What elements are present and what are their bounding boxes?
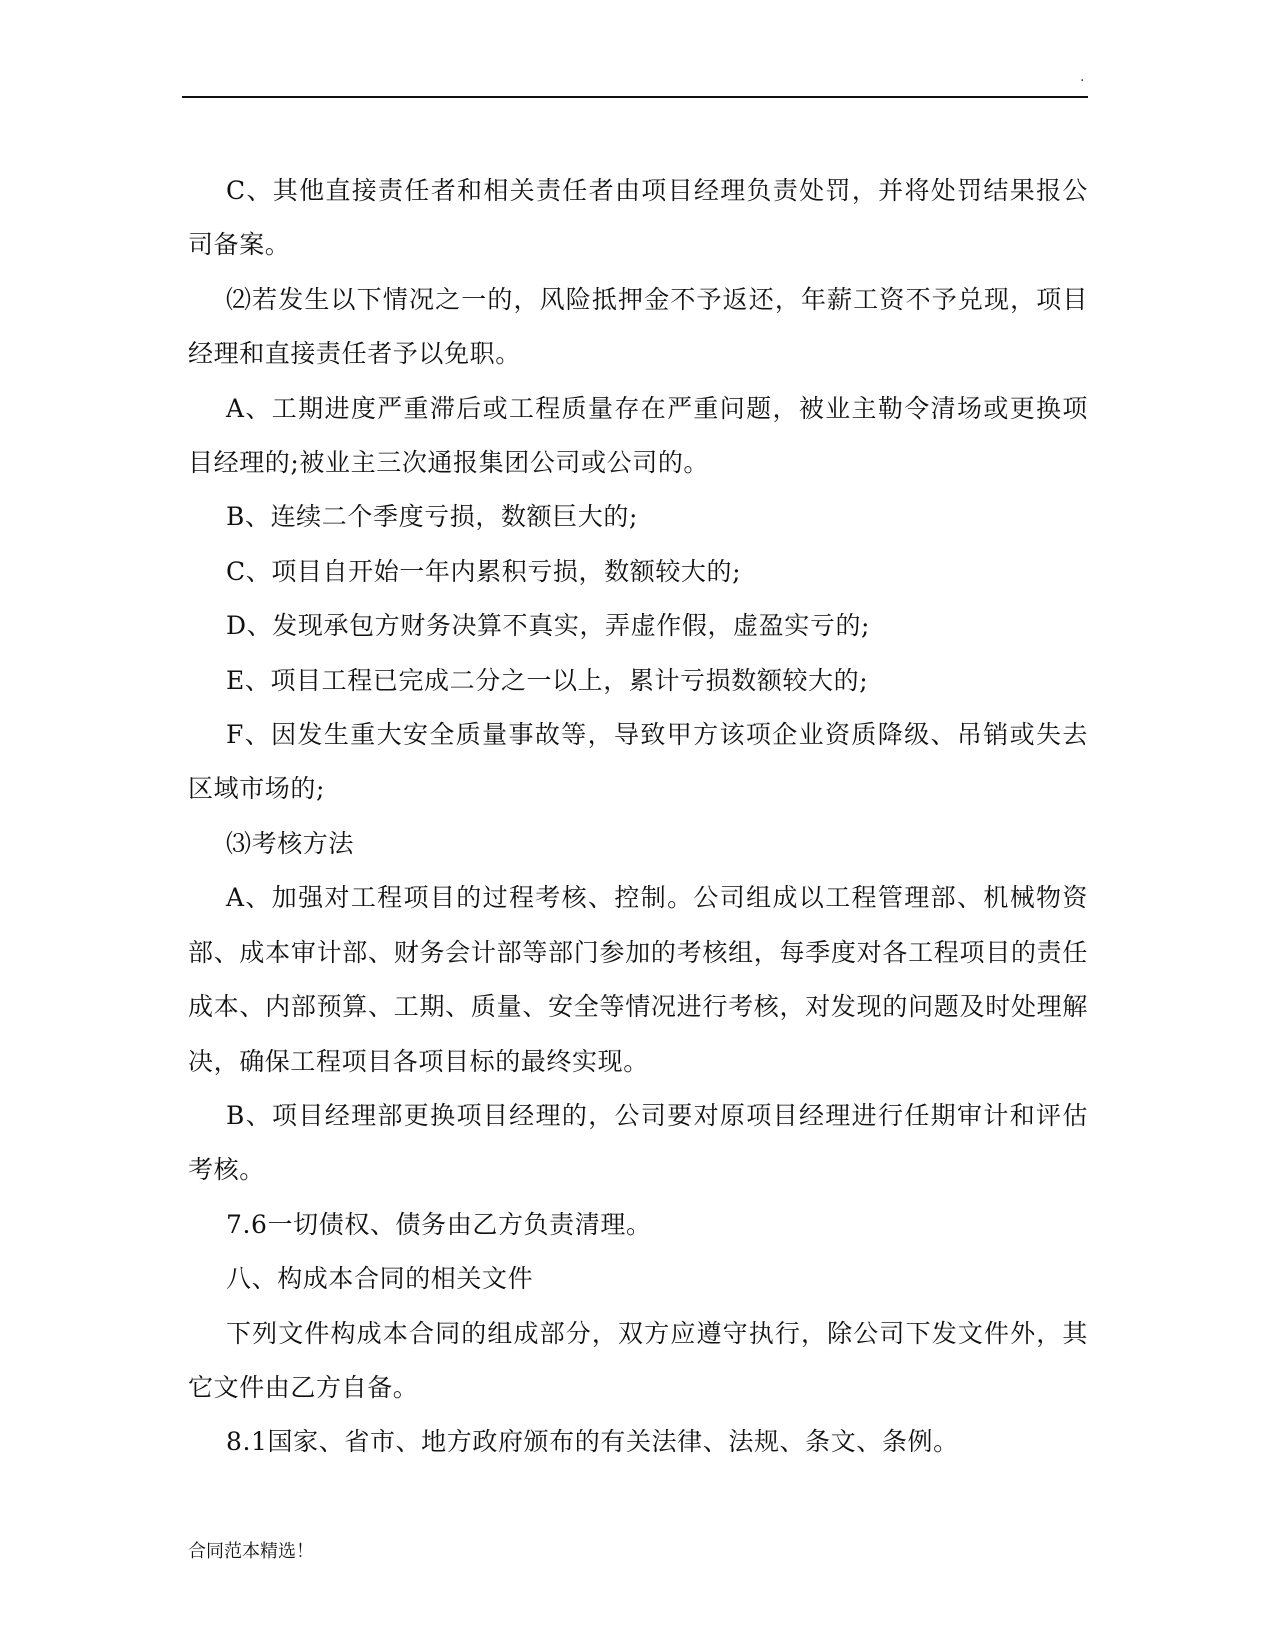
header-rule <box>182 96 1088 98</box>
paragraph: F、因发生重大安全质量事故等，导致甲方该项企业资质降级、吊销或失去区域市场的; <box>188 720 1088 804</box>
paragraph: E、项目工程已完成二分之一以上，累计亏损数额较大的; <box>226 665 869 695</box>
paragraph: 下列文件构成本合同的组成部分，双方应遵守执行，除公司下发文件外，其它文件由乙方自备。 <box>188 1318 1088 1402</box>
paragraph: D、发现承包方财务决算不真实，弄虚作假，虚盈实亏的; <box>226 611 871 641</box>
header-dot: . <box>1080 69 1085 85</box>
paragraph: ⑵若发生以下情况之一的，风险抵押金不予返还，年薪工资不予兑现，项目经理和直接责任者予以免职。 <box>188 284 1088 369</box>
paragraph: 八、构成本合同的相关文件 <box>226 1264 534 1294</box>
paragraph: B、项目经理部更换项目经理的，公司要对原项目经理进行任期审计和评估考核。 <box>188 1100 1088 1185</box>
document-body <box>188 164 1088 1470</box>
paragraph: A、工期进度严重滞后或工程质量存在严重问题，被业主勒令清场或更换项目经理的;被业主三次通报集团公司或公司的。 <box>188 393 1088 478</box>
paragraph: B、连续二个季度亏损，数额巨大的; <box>226 502 638 532</box>
paragraph: C、其他直接责任者和相关责任者由项目经理负责处罚，并将处罚结果报公司备案。 <box>188 176 1088 260</box>
paragraph: A、加强对工程项目的过程考核、控制。公司组成以工程管理部、机械物资部、成本审计部、财务会计部等部门参加的考核组，每季度对各工程项目的责任成本、内部预算、工期、质量、安全等情况进行考核，对发现的问题及时处理解决，确保工程项目各项目标的最终实现。 <box>188 883 1088 1076</box>
paragraph: C、项目自开始一年内累积亏损，数额较大的; <box>226 556 742 586</box>
paragraph: 8.1国家、省市、地方政府颁布的有关法律、法规、条文、条例。 <box>226 1427 959 1457</box>
paragraph: 7.6一切债权、债务由乙方负责清理。 <box>226 1209 652 1239</box>
paragraph: ⑶考核方法 <box>226 828 355 858</box>
footer-text: 合同范本精选！ <box>188 1541 314 1562</box>
